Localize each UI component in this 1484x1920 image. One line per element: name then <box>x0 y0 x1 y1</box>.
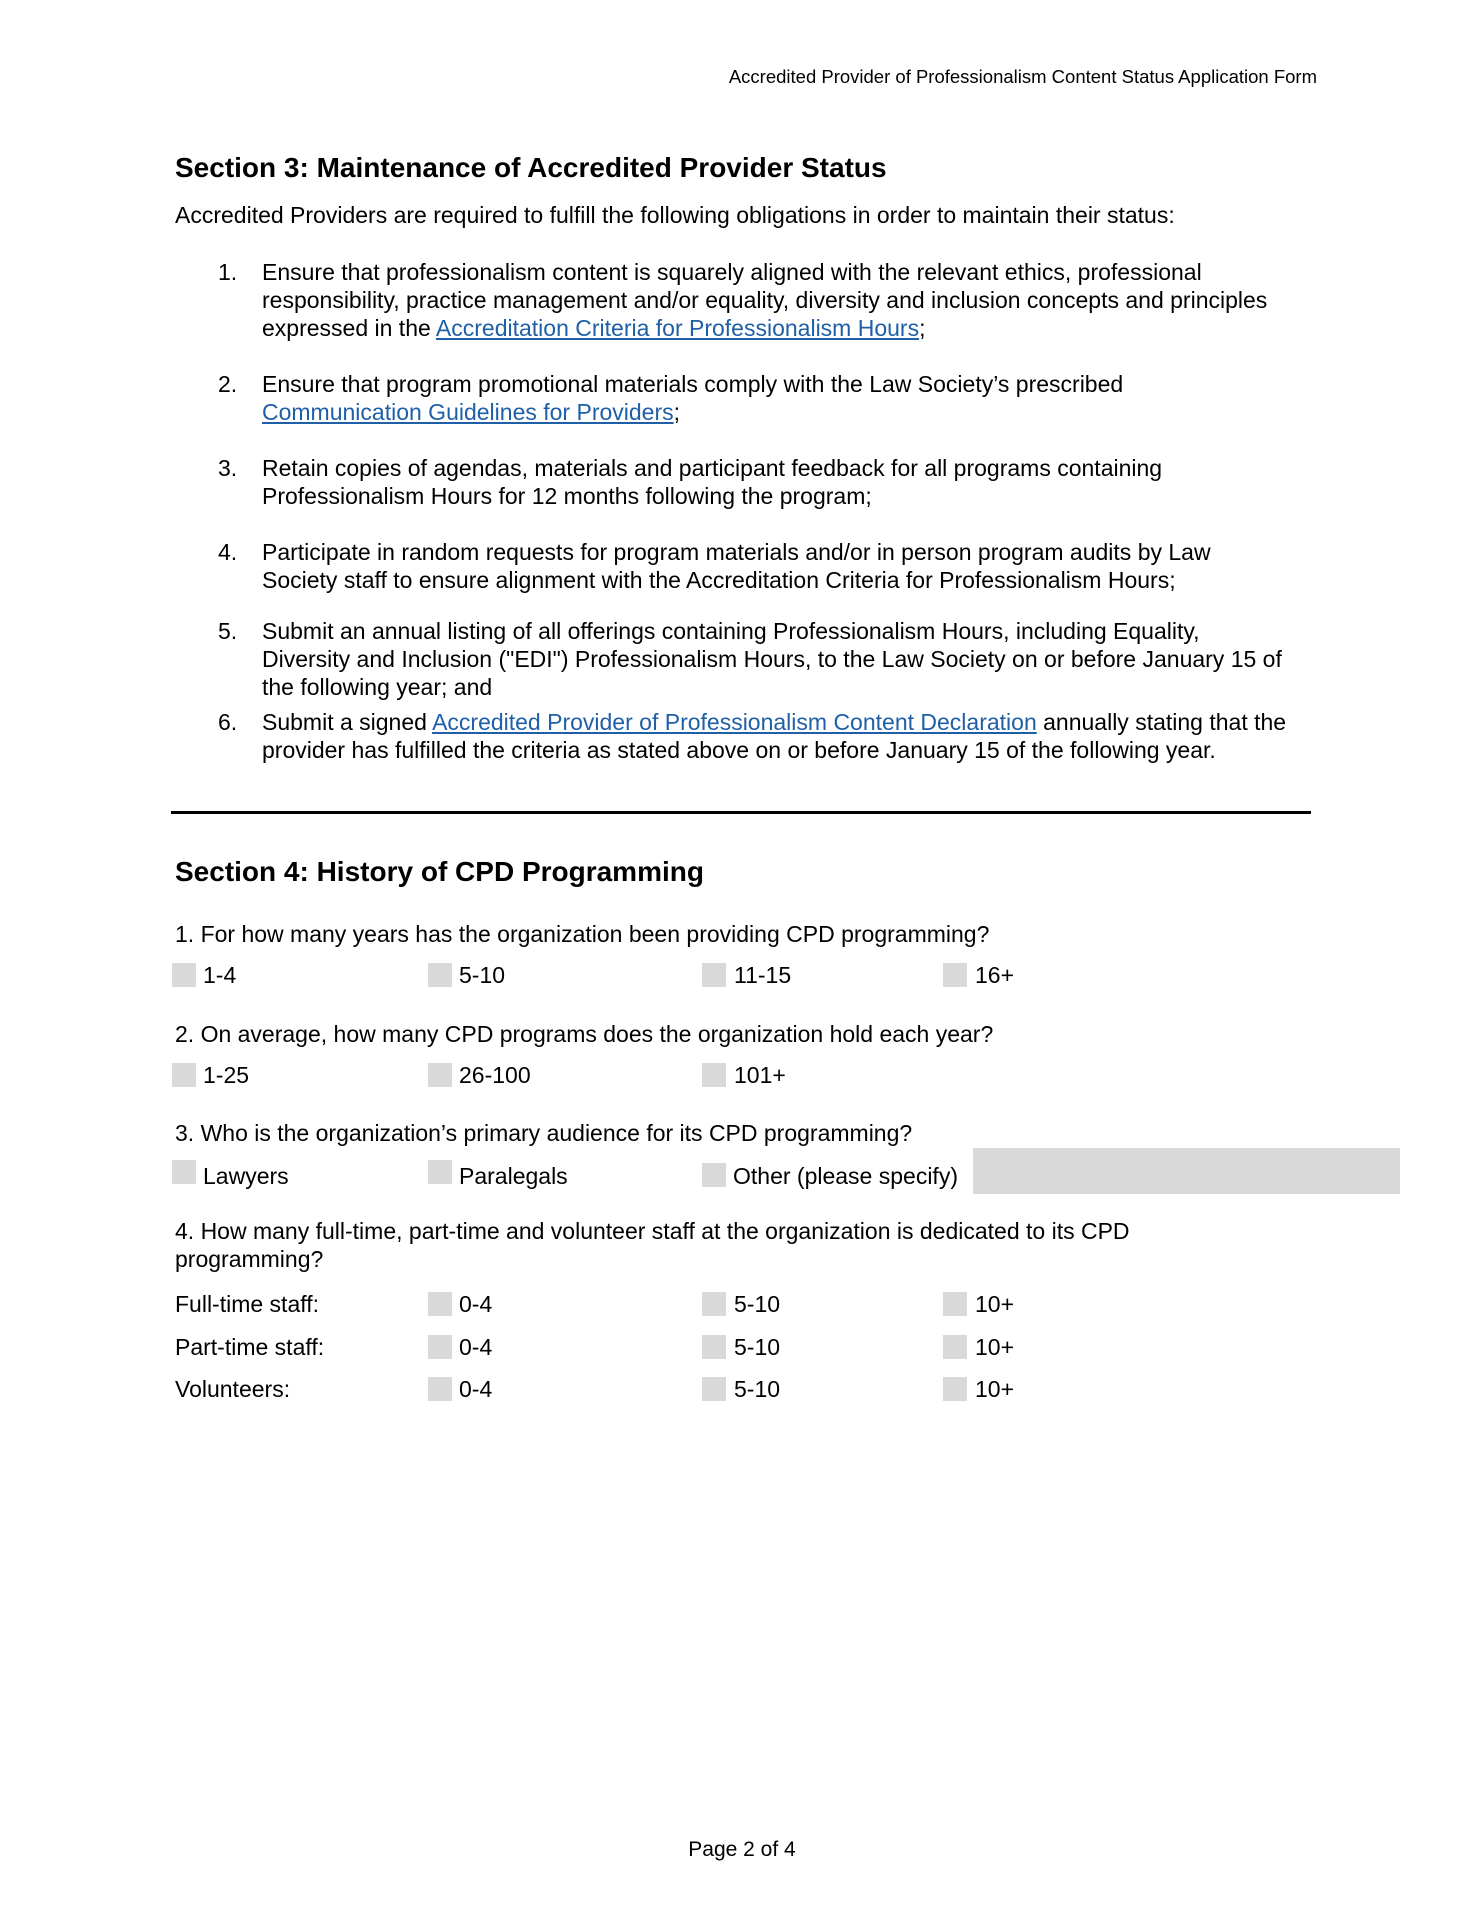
q3-checkbox-lawyers[interactable] <box>172 1160 196 1184</box>
q4-option-label: 10+ <box>975 1291 1015 1317</box>
q2-option-label: 101+ <box>734 1062 786 1088</box>
list-item: Retain copies of agendas, materials and participant feedback for all programs containing Professionalism Hours for 12 months following the program; <box>262 455 1163 509</box>
q1-option-label: 5-10 <box>459 962 506 988</box>
q1-checkbox-11-15[interactable] <box>702 963 726 987</box>
q1-option-label: 11-15 <box>734 962 792 988</box>
q3-option-label: Other (please specify) <box>733 1163 958 1189</box>
q3-checkbox-paralegals[interactable] <box>428 1160 452 1184</box>
q4-option-label: 10+ <box>975 1334 1015 1360</box>
q2-checkbox-101-plus[interactable] <box>702 1063 726 1087</box>
list-item: Ensure that professionalism content is squarely aligned with the relevant ethics, professional responsibility, practice management and/or equality, diversity and inclusion concepts and principles expressed in the Accreditation Criteria for Professionalism Hours; <box>262 259 1268 341</box>
page-number: Page 2 of 4 <box>688 1838 796 1861</box>
list-item: Submit a signed Accredited Provider of Professionalism Content Declaration annually stating that the provider has fulfilled the criteria as stated above on or before January 15 of the following year. <box>262 709 1287 763</box>
q4-option-label: 0-4 <box>459 1376 493 1402</box>
q4-option-label: 0-4 <box>459 1334 493 1360</box>
q1-option-label: 1-4 <box>203 962 237 988</box>
q4-fulltime-checkbox-0-4[interactable] <box>428 1292 452 1316</box>
list-item-number: 2. <box>218 371 238 397</box>
question-3: 3. Who is the organization’s primary audience for its CPD programming? <box>175 1120 913 1146</box>
q4-option-label: 10+ <box>975 1376 1015 1402</box>
q4-volunteers-checkbox-0-4[interactable] <box>428 1377 452 1401</box>
question-2: 2. On average, how many CPD programs does the organization hold each year? <box>175 1021 994 1047</box>
accreditation-criteria-link[interactable]: Accreditation Criteria for Professionalism Hours <box>435 315 920 341</box>
section-4-title: Section 4: History of CPD Programming <box>175 856 704 887</box>
list-item: Participate in random requests for program materials and/or in person program audits by Law Society staff to ensure alignment with the Accreditation Criteria for Professionalism Hours; <box>262 539 1211 593</box>
q3-checkbox-other[interactable] <box>702 1163 726 1187</box>
q4-option-label: 5-10 <box>734 1334 781 1360</box>
q3-option-label: Paralegals <box>459 1163 568 1189</box>
q1-checkbox-16-plus[interactable] <box>943 963 967 987</box>
q1-checkbox-1-4[interactable] <box>172 963 196 987</box>
document-header: Accredited Provider of Professionalism Content Status Application Form <box>728 66 1317 87</box>
q4-option-label: 5-10 <box>734 1376 781 1402</box>
q2-checkbox-26-100[interactable] <box>428 1063 452 1087</box>
section-divider <box>171 811 1311 814</box>
q1-option-label: 16+ <box>975 962 1015 988</box>
q4-row-label: Part-time staff: <box>175 1334 325 1360</box>
q1-checkbox-5-10[interactable] <box>428 963 452 987</box>
list-item: Submit an annual listing of all offerings containing Professionalism Hours, including Equality, Diversity and Inclusion ("EDI") Professionalism Hours, to the Law Society on or before January 15 of the following year; and <box>262 618 1282 700</box>
q3-option-label: Lawyers <box>203 1163 289 1189</box>
q4-option-label: 5-10 <box>734 1291 781 1317</box>
q4-row-label: Full-time staff: <box>175 1291 319 1317</box>
list-item-number: 3. <box>218 455 238 481</box>
q4-parttime-checkbox-10-plus[interactable] <box>943 1335 967 1359</box>
list-item-number: 6. <box>218 709 238 735</box>
q4-parttime-checkbox-5-10[interactable] <box>702 1335 726 1359</box>
other-specify-input[interactable] <box>973 1148 1400 1194</box>
section-3-title: Section 3: Maintenance of Accredited Provider Status <box>175 152 887 183</box>
communication-guidelines-link[interactable]: Communication Guidelines for Providers <box>262 399 674 425</box>
question-4: 4. How many full-time, part-time and volunteer staff at the organization is dedicated to its CPD programming? <box>175 1218 1130 1272</box>
q4-fulltime-checkbox-10-plus[interactable] <box>943 1292 967 1316</box>
q4-volunteers-checkbox-10-plus[interactable] <box>943 1377 967 1401</box>
list-item-number: 5. <box>218 618 238 644</box>
section-3-intro: Accredited Providers are required to fulfill the following obligations in order to maintain their status: <box>175 202 1175 228</box>
q4-volunteers-checkbox-5-10[interactable] <box>702 1377 726 1401</box>
list-item-number: 4. <box>218 539 238 565</box>
list-item: Ensure that program promotional materials comply with the Law Society’s prescribed Communication Guidelines for Providers; <box>262 371 1124 425</box>
q4-fulltime-checkbox-5-10[interactable] <box>702 1292 726 1316</box>
q2-option-label: 1-25 <box>203 1062 250 1088</box>
list-item-number: 1. <box>218 259 238 285</box>
q2-checkbox-1-25[interactable] <box>172 1063 196 1087</box>
q4-parttime-checkbox-0-4[interactable] <box>428 1335 452 1359</box>
q2-option-label: 26-100 <box>459 1062 531 1088</box>
q4-row-label: Volunteers: <box>175 1376 291 1402</box>
question-1: 1. For how many years has the organization been providing CPD programming? <box>175 921 990 947</box>
provider-declaration-link[interactable]: Accredited Provider of Professionalism Content Declaration <box>432 709 1037 735</box>
q4-option-label: 0-4 <box>459 1291 493 1317</box>
